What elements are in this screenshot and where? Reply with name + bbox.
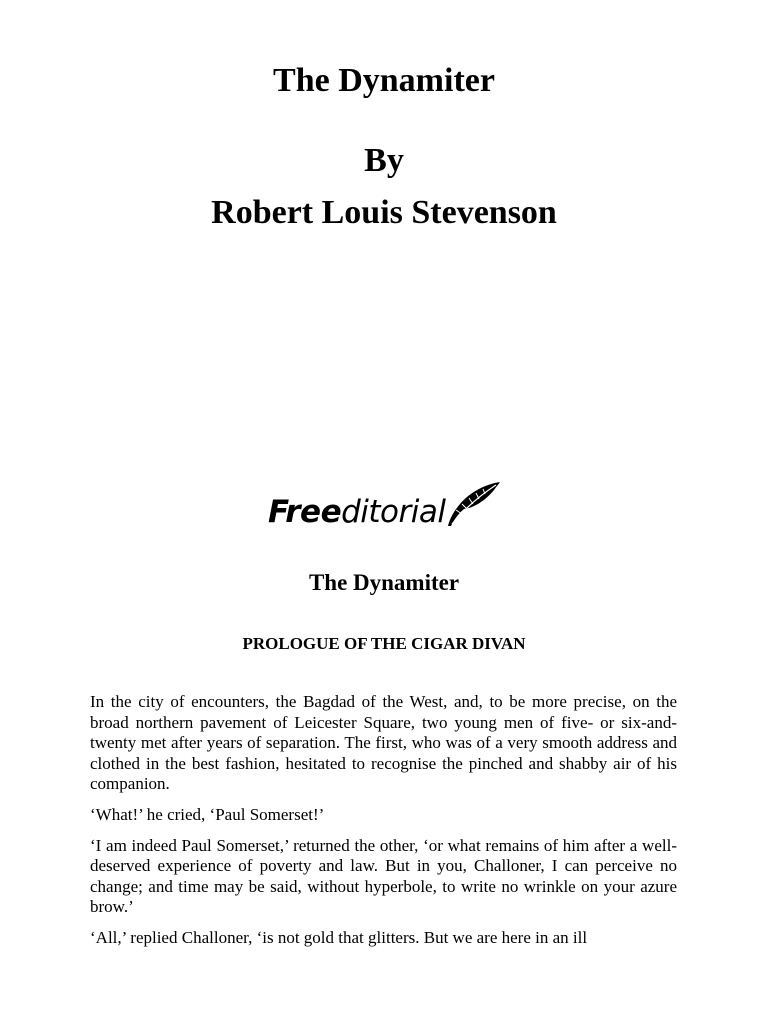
- paragraph: ‘I am indeed Paul Somerset,’ returned the other, ‘or what remains of him after a well-deserved experience of poverty and law. But in you, Challoner, I can perceive no change; and time may be said, without hyperbole, to write no wrinkle on your azure brow.’: [90, 835, 677, 917]
- paragraph: In the city of encounters, the Bagdad of the West, and, to be more precise, on the broad northern pavement of Leicester Square, two young men of five- or six-and-twenty met after years of separation. The first, who was of a very smooth address and clothed in the best fashion, hesitated to recognise the pinched and shabby air of his companion.: [90, 692, 677, 794]
- author-name: Robert Louis Stevenson: [211, 194, 557, 231]
- logo-text-light: ditorial: [341, 494, 446, 530]
- logo-text-strong: Free: [268, 494, 342, 530]
- chapter-title: The Dynamiter: [308, 570, 460, 595]
- by-line: By: [364, 142, 404, 179]
- logo-wordmark: [268, 492, 446, 532]
- feather-quill-icon: [442, 480, 502, 530]
- section-heading: PROLOGUE OF THE CIGAR DIVAN: [242, 634, 526, 653]
- book-title: The Dynamiter: [273, 62, 495, 99]
- body-text: [90, 692, 677, 959]
- publisher-logo: [264, 480, 504, 534]
- paragraph: ‘All,’ replied Challoner, ‘is not gold that glitters. But we are here in an ill: [90, 927, 588, 947]
- paragraph: ‘What!’ he cried, ‘Paul Somerset!’: [90, 804, 325, 824]
